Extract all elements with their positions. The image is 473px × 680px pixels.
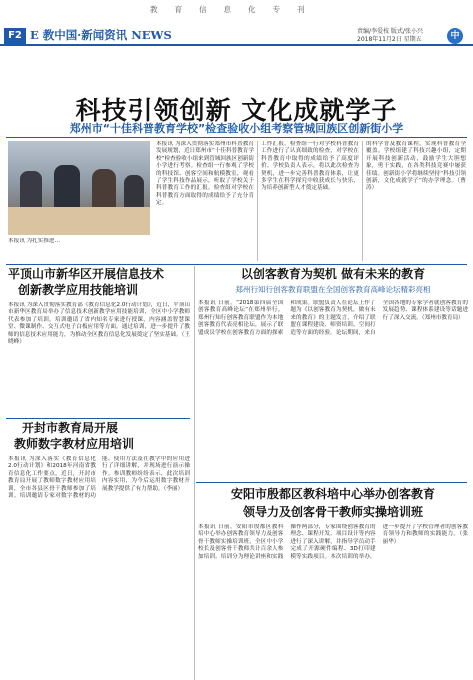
zhengzhou-body: 本报讯 日前，“2018第四届全国创客教育高峰论坛”在郑州举行。郑州行知行创客教育联盟作为本地创客教育代表亮相论坛，展示了联盟成员学校在创客教育方面的探索和成果。联盟负责人在论坛上作了题为《以创客教育为契机，做有未来的教育》的主题发言，介绍了联盟在课程建设、师资培训、空间打造等方面的经验。论坛期间，来自全国各地的专家学者就创客教育的发展趋势、课程体系建设等话题进行了深入交流。（郑州市教育局）: [198, 300, 468, 336]
pingyuan-title-line2: 创新教学应用技能培训: [18, 283, 139, 297]
zhengzhou-subtitle: 郑州行知行创客教育联盟在全国创客教育高峰论坛精彩亮相: [235, 285, 431, 294]
masthead-band: [0, 0, 473, 20]
headline-rule: [6, 137, 467, 138]
photo-caption-text: 本报讯 为扎实推进…: [8, 238, 61, 244]
main-article-col1: 本报讯 为深入贯彻落实郑州市科普教育发展规划，近日郑州市“十佳科普教育学校”检查验收小组来到管城回族区创新街小学进行考察。检查组一行参观了学校的科技馆、创客空间和航模教室，观看了学生科技作品展示，听取了学校关于科普教育工作的汇报。检查组对学校在科普教育方面取得的成绩给予了充分肯定。: [156, 141, 254, 207]
page-number-badge: F2: [4, 28, 26, 44]
main-article-col3: 的科学普及教育课程，实现科普教育全覆盖。学校组建了科技兴趣小组，定期开展科技创新活动，鼓励学生大胆想象，勇于实践，在各类科技竞赛中屡获佳绩。创新街小学将继续坚持“科技引领创新，文化成就学子”的办学理念。（曹涛）: [366, 141, 466, 192]
kaifeng-title-line1: 开封市教育局开展: [22, 421, 119, 435]
main-headline: 科技引领创新 文化成就学子: [75, 96, 398, 125]
issue-date: 2018年11月2日 星期五: [357, 35, 422, 43]
kaifeng-title-line2: 教师数字教材应用培训: [14, 437, 135, 451]
kaifeng-body: 本报讯 为深入落实《教育信息化2.0行动计划》和2018年河南省教育信息化工作要点，近日，开封市教育局开展了教师数字教材应用培训，全市各县区骨干教师参加了培训。培训邀请专家对数字教材的功能、使用方法及在教学中的应用进行了详细讲解，并现场进行演示操作。参训教师纷纷表示，此次培训内容实用，为今后运用数字教材开展教学提供了有力帮助。（李丽）: [8, 456, 190, 500]
pingyuan-title-line1: 平顶山市新华区开展信息技术: [8, 267, 165, 281]
main-article-col2: 工作汇报。检查组一行对学校科普教育工作进行了认真细致的检查，对学校在科普教育中取得的成绩给予了高度评价。学校负责人表示，将以此次检查为契机，进一步完善科普教育体系，让更多学生在科学探究中收获成长与快乐，为培养创新型人才奠定基础。: [261, 141, 359, 192]
zhengzhou-title: 以创客教育为契机 做有未来的教育: [240, 267, 426, 281]
anyang-body: 本报讯 日前，安阳市殷都区教科培中心举办创客教育领导力及创客骨干教师实操培训班，全区中小学校长及创客骨干教师共计百余人参加培训。培训分为理论讲座和实践操作两部分，专家围绕创客教育的理念、课程开发、项目设计等内容进行了深入讲解，并指导学员动手完成了开源硬件编程、3D打印建模等实践项目。本次培训的举办，进一步提升了学校管理者的创客教育领导力和教师的实践能力。（张丽华）: [198, 524, 468, 560]
anyang-title-line2: 领导力及创客骨干教师实操培训班: [242, 505, 423, 519]
anyang-title-line1: 安阳市殷都区教科培中心举办创客教育: [230, 487, 435, 501]
page-header: [0, 24, 473, 46]
newspaper-logo-icon: 中: [447, 28, 463, 44]
section-brand: E 教中国·新闻资讯 NEWS: [30, 28, 172, 42]
article-photo: [8, 141, 150, 235]
pingyuan-body: 本报讯 为深入贯彻落实教育部《教育信息化2.0行动计划》，近日，平顶山市新华区教育局举办了信息技术创新教学应用技能培训，全区中小学教师代表参加了培训。培训邀请了省内知名专家进行授课，内容涵盖智慧课堂、微课制作、交互式电子白板应用等方面。通过培训，进一步提升了教师的信息技术应用能力，为推动全区教育信息化发展奠定了坚实基础。（王晓峰）: [8, 302, 190, 346]
masthead-band-text: 教育信息化专刊: [150, 5, 322, 14]
main-subheadline: 郑州市“十佳科普教育学校”检查验收小组考察管城回族区创新街小学: [69, 122, 404, 135]
editor-credit: 责编/李爱枝 版式/张小兴: [357, 28, 423, 35]
edition-meta: [357, 28, 423, 43]
